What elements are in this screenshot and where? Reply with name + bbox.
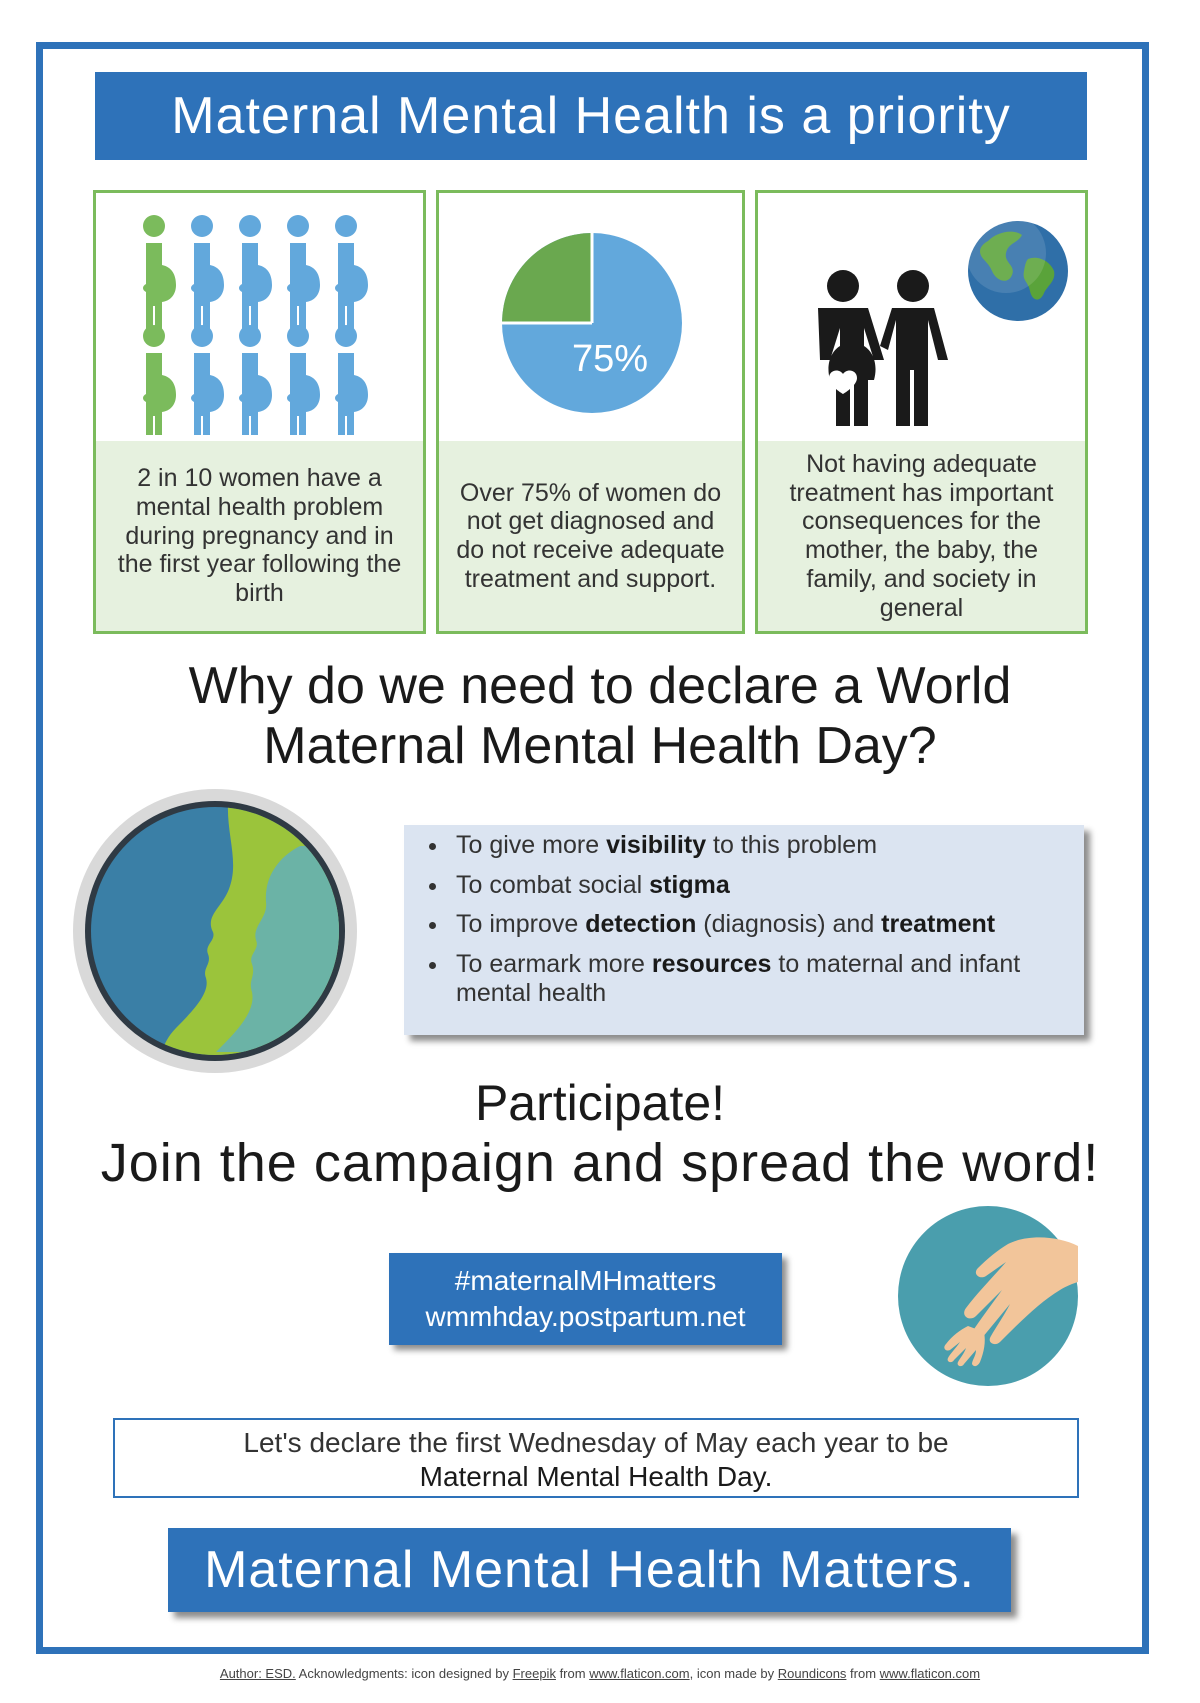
list-item: • To combat social stigma	[450, 871, 1066, 901]
globe-icon	[966, 219, 1070, 323]
declaration-box	[113, 1418, 1079, 1498]
why-line-1: Why do we need to declare a World	[188, 657, 1012, 715]
footer-credits: Author: ESD. Acknowledgments: icon designed by Freepik from www.flaticon.com, icon made by Roundicons from www.flaticon.com	[219, 1666, 981, 1681]
stat-caption: 2 in 10 women have a mental health problem during pregnancy and in the first year following the birth	[96, 441, 423, 631]
page-title: Maternal Mental Health is a priority	[95, 72, 1087, 160]
pie-chart-icon	[492, 223, 692, 423]
flaticon-link-2[interactable]: www.flaticon.com	[879, 1666, 981, 1681]
helping-hands-icon	[898, 1206, 1078, 1386]
reasons-box	[404, 825, 1084, 1035]
list-item: • To earmark more resources to maternal and infant mental health	[450, 950, 1066, 1009]
stat-card-diagnosis	[436, 190, 745, 634]
faces-illustration-icon	[70, 786, 360, 1076]
stat-card-consequences	[755, 190, 1088, 634]
closing-banner: Maternal Mental Health Matters.	[168, 1528, 1011, 1612]
hashtag-link[interactable]: #maternalMHmatters	[454, 1265, 717, 1296]
stat-caption: Not having adequate treatment has important consequences for the mother, the baby, the family, and society in general	[758, 441, 1085, 631]
pregnant-women-icon	[136, 215, 386, 435]
women-figure-row-top	[143, 215, 368, 330]
stat-caption: Over 75% of women do not get diagnosed and do not receive adequate treatment and support.	[439, 441, 742, 631]
declaration-line-2: Maternal Mental Health Day.	[419, 1461, 773, 1492]
why-heading	[0, 656, 1200, 776]
campaign-box	[389, 1253, 782, 1345]
list-item: • To give more visibility to this problem	[450, 831, 1066, 861]
participate-heading: Participate!	[474, 1075, 726, 1131]
roundicons-link[interactable]: Roundicons	[777, 1666, 847, 1681]
reasons-list	[422, 831, 1066, 1009]
women-figure-row-bottom	[143, 325, 368, 435]
join-campaign-text: Join the campaign and spread the word!	[100, 1133, 1100, 1193]
family-figures-icon	[798, 268, 968, 438]
why-line-2: Maternal Mental Health Day?	[263, 717, 937, 775]
declaration-line-1: Let's declare the first Wednesday of May each year to be	[243, 1427, 949, 1458]
freepik-link[interactable]: Freepik	[512, 1666, 556, 1681]
pie-percent-label: 75%	[571, 338, 649, 380]
list-item: • To improve detection (diagnosis) and treatment	[450, 910, 1066, 940]
stat-card-women	[93, 190, 426, 634]
flaticon-link[interactable]: www.flaticon.com	[589, 1666, 690, 1681]
website-link[interactable]: wmmhday.postpartum.net	[425, 1301, 746, 1332]
